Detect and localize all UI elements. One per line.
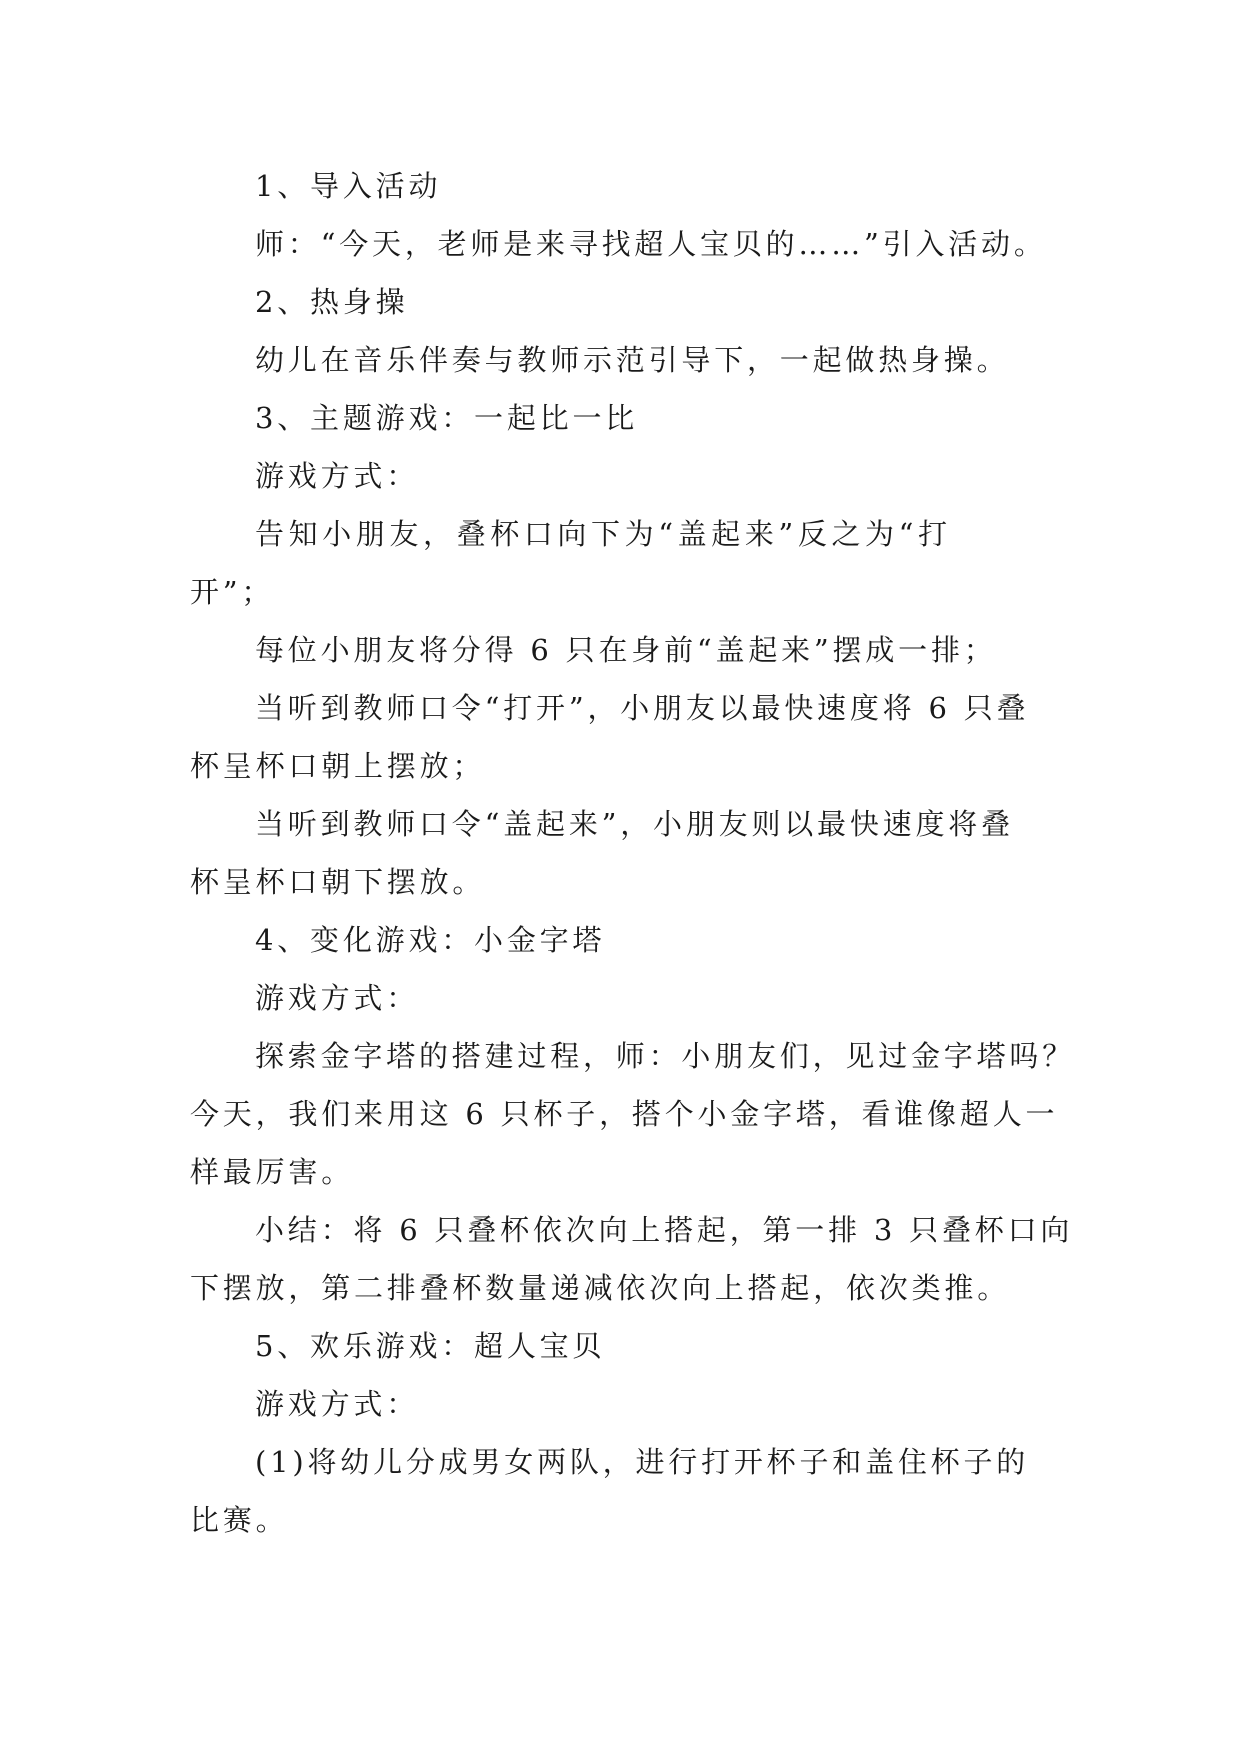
paragraph-line: 每位小朋友将分得 6 只在身前“盖起来”摆成一排； xyxy=(255,633,997,667)
paragraph-line: 样最厉害。 xyxy=(190,1155,355,1189)
game-method-label: 游戏方式： xyxy=(255,459,420,493)
game-method-label: 游戏方式： xyxy=(255,981,420,1015)
paragraph-line: 比赛。 xyxy=(190,1503,289,1537)
heading-warmup: 2、热身操 xyxy=(255,285,409,319)
heading-variation-game: 4、变化游戏：小金字塔 xyxy=(255,923,606,957)
summary-line: 小结：将 6 只叠杯依次向上搭起，第一排 3 只叠杯口向 xyxy=(255,1213,1074,1247)
paragraph-line: 下摆放，第二排叠杯数量递减依次向上搭起，依次类推。 xyxy=(190,1271,1011,1305)
heading-import-activity: 1、导入活动 xyxy=(255,169,442,203)
paragraph-line: 开”； xyxy=(190,575,275,609)
paragraph-line: 当听到教师口令“盖起来”，小朋友则以最快速度将叠 xyxy=(255,807,1014,841)
paragraph-line: 今天，我们来用这 6 只杯子，搭个小金字塔，看谁像超人一 xyxy=(190,1097,1059,1131)
paragraph-line: 师：“今天，老师是来寻找超人宝贝的……”引入活动。 xyxy=(255,227,1047,261)
paragraph-line: 告知小朋友，叠杯口向下为“盖起来”反之为“打 xyxy=(255,517,952,551)
paragraph-line: 探索金字塔的搭建过程，师：小朋友们，见过金字塔吗？ xyxy=(255,1039,1076,1073)
paragraph-line: 当听到教师口令“打开”，小朋友以最快速度将 6 只叠 xyxy=(255,691,1030,725)
paragraph-line: 幼儿在音乐伴奏与教师示范引导下，一起做热身操。 xyxy=(255,343,1010,377)
paragraph-line: (1)将幼儿分成男女两队，进行打开杯子和盖住杯子的 xyxy=(255,1445,1030,1479)
game-method-label: 游戏方式： xyxy=(255,1387,420,1421)
paragraph-line: 杯呈杯口朝下摆放。 xyxy=(190,865,486,899)
heading-theme-game: 3、主题游戏：一起比一比 xyxy=(255,401,639,435)
paragraph-line: 杯呈杯口朝上摆放； xyxy=(190,749,486,783)
heading-happy-game: 5、欢乐游戏：超人宝贝 xyxy=(255,1329,606,1363)
